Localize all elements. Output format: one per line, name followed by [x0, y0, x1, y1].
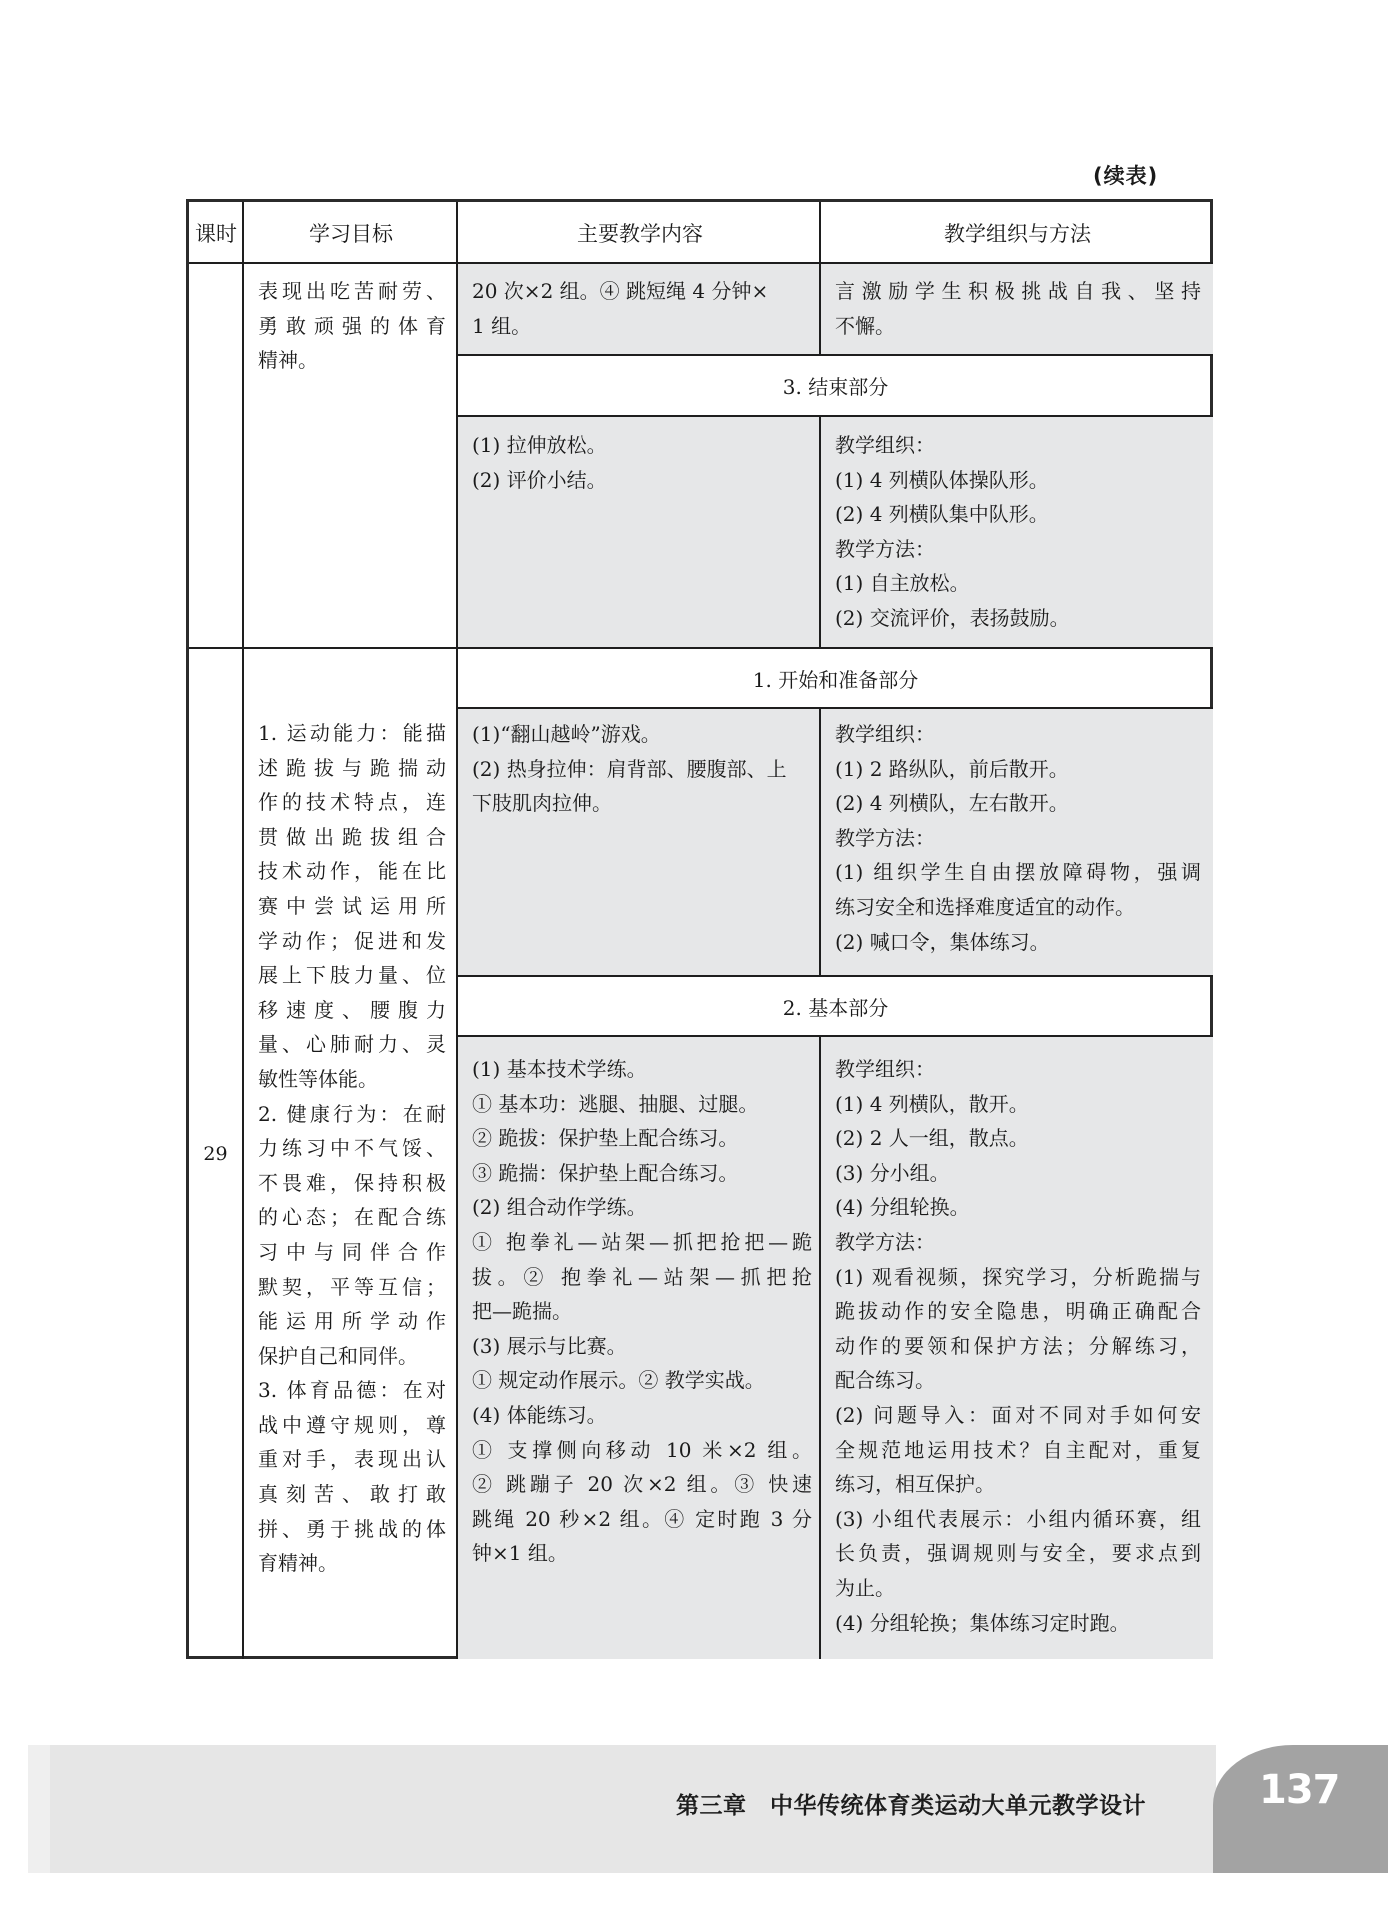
method-line: 动作的要领和保护方法；分解练习， [835, 1333, 1201, 1358]
header-content: 主要教学内容 [577, 221, 703, 246]
method-line: 教学方法： [835, 536, 935, 561]
content-line: 把—跪揣。 [472, 1299, 572, 1324]
column-divider [819, 263, 821, 355]
objective-line: 表现出吃苦耐劳、 [258, 279, 446, 303]
content-line: ① 基本功：逃腿、抽腿、过腿。 [472, 1091, 759, 1116]
method-line: (4) 分组轮换；集体练习定时跑。 [835, 1610, 1130, 1635]
objective-line: 真刻苦、敢打敢 [258, 1482, 446, 1507]
objective-line: 保护自己和同伴。 [258, 1343, 418, 1368]
basic-method [835, 1052, 1201, 1640]
method-line: 跪拔动作的安全隐患，明确正确配合 [835, 1299, 1201, 1324]
content-line: ① 规定动作展示。② 教学实战。 [472, 1368, 765, 1393]
objective-line: 力练习中不气馁、 [258, 1136, 446, 1161]
column-divider [819, 708, 821, 976]
column-divider [819, 1036, 821, 1659]
method-line: (1) 自主放松。 [835, 571, 970, 596]
objective-line: 展上下肢力量、位 [258, 963, 446, 988]
section-title-warmup: 1. 开始和准备部分 [752, 667, 919, 692]
basic-content [472, 1052, 812, 1571]
method-line: 教学方法： [835, 1229, 935, 1254]
objective-line: 作的技术特点，连 [258, 790, 446, 815]
objective-line: 默契，平等互信； [258, 1274, 446, 1299]
objective-line: 精神。 [258, 348, 318, 373]
method-line: 练习，相互保护。 [835, 1472, 995, 1497]
objective-line: 2. 健康行为：在耐 [258, 1101, 446, 1126]
method-line: (1) 观看视频，探究学习，分析跪揣与 [835, 1264, 1201, 1289]
warmup-method [835, 717, 1201, 959]
row-divider [456, 707, 1213, 709]
column-divider [819, 416, 821, 648]
method-line: 教学方法： [835, 825, 935, 850]
row-divider [456, 1035, 1213, 1037]
objective-line: 能运用所学动作 [258, 1309, 446, 1334]
objective-line: 战中遵守规则，尊 [258, 1412, 446, 1437]
row-divider [456, 415, 1213, 417]
row-divider [189, 262, 1213, 264]
method-line: 配合练习。 [835, 1368, 935, 1393]
column-divider [456, 202, 458, 1659]
content-line: (2) 组合动作学练。 [472, 1195, 647, 1220]
method-line: (2) 4 列横队集中队形。 [835, 502, 1049, 527]
objective-line: 贯做出跪拔组合 [258, 824, 446, 849]
content-line: (2) 热身拉伸：肩背部、腰腹部、上 [472, 756, 787, 781]
method-line: (1) 组织学生自由摆放障碍物，强调 [835, 860, 1201, 885]
objective-line: 学动作；促进和发 [258, 928, 446, 953]
section-title-closing: 3. 结束部分 [782, 375, 889, 399]
content-line: 跳绳 20 秒×2 组。④ 定时跑 3 分 [472, 1506, 812, 1531]
header-method: 教学组织与方法 [944, 221, 1091, 246]
method-line: (1) 2 路纵队，前后散开。 [835, 756, 1069, 781]
objective-line: 拼、勇于挑战的体 [258, 1516, 446, 1541]
method-line: (2) 2 人一组，散点。 [835, 1126, 1029, 1151]
content-line: (1) 拉伸放松。 [472, 433, 607, 457]
method-line: (1) 4 列横队，散开。 [835, 1091, 1029, 1116]
warmup-content [472, 717, 812, 821]
method-line: 练习安全和选择难度适宜的动作。 [835, 894, 1135, 919]
page-number-tab [1213, 1745, 1388, 1873]
objective-line: 勇敢顽强的体育 [258, 313, 446, 338]
method-line: 长负责，强调规则与安全，要求点到 [835, 1541, 1201, 1566]
page-number: 137 [1259, 1767, 1340, 1813]
content-line: ① 抱拳礼—站架—抓把抢把—跪 [472, 1229, 812, 1254]
content-line: 下肢肌肉拉伸。 [472, 791, 612, 816]
method-line: 言激励学生积极挑战自我、坚持 [835, 279, 1201, 303]
header-lesson: 课时 [195, 221, 237, 246]
objective-line: 赛中尝试运用所 [258, 893, 446, 918]
method-line: 不懈。 [835, 313, 895, 338]
method-line: (2) 交流评价，表扬鼓励。 [835, 605, 1070, 630]
header-objective: 学习目标 [309, 221, 393, 246]
lesson-plan-table [186, 199, 1213, 1659]
method-line: (1) 4 列横队体操队形。 [835, 467, 1049, 492]
objective-line: 1. 运动能力：能描 [258, 721, 446, 745]
objective-line: 3. 体育品德：在对 [258, 1378, 446, 1403]
objective-line: 的心态；在配合练 [258, 1205, 446, 1230]
objective-line: 育精神。 [258, 1551, 338, 1576]
objective-line: 述跪拔与跪揣动 [258, 755, 446, 780]
chapter-title: 第三章 中华传统体育类运动大单元教学设计 [676, 1793, 1146, 1819]
method-line: 教学组织： [835, 433, 935, 457]
content-line: ① 支撑侧向移动 10 米×2 组。 [472, 1437, 812, 1462]
content-line: 钟×1 组。 [472, 1541, 568, 1566]
method-line: 教学组织： [835, 722, 935, 746]
content-line: (3) 展示与比赛。 [472, 1333, 627, 1358]
page-footer [28, 1745, 1216, 1873]
column-divider [819, 202, 821, 263]
objective-line: 重对手，表现出认 [258, 1447, 446, 1472]
continued-table-label: (续表) [1093, 164, 1159, 188]
method-line: (3) 分小组。 [835, 1160, 950, 1185]
objective-line: 技术动作，能在比 [258, 859, 446, 884]
method-line: 全规范地运用技术？自主配对，重复 [835, 1437, 1201, 1462]
closing-content [472, 428, 812, 497]
lesson29-objectives [258, 716, 446, 1581]
column-divider [242, 202, 244, 1659]
lesson-number: 29 [203, 1143, 228, 1165]
objective-line: 量、心肺耐力、灵 [258, 1032, 446, 1057]
content-line: (1)“翻山越岭”游戏。 [472, 722, 661, 746]
content-line: 拔。② 抱拳礼—站架—抓把抢 [472, 1264, 812, 1289]
carry-content [472, 274, 812, 343]
carry-method [835, 274, 1201, 343]
method-line: (2) 4 列横队，左右散开。 [835, 791, 1069, 816]
objective-line: 移速度、腰腹力 [258, 997, 446, 1022]
closing-method [835, 428, 1201, 636]
content-line: (1) 基本技术学练。 [472, 1057, 647, 1081]
objective-line: 不畏难，保持积极 [258, 1170, 446, 1195]
content-line: ② 跪拔：保护垫上配合练习。 [472, 1126, 739, 1151]
content-line: 20 次×2 组。④ 跳短绳 4 分钟× [472, 279, 769, 303]
method-line: (4) 分组轮换。 [835, 1195, 970, 1220]
content-line: (2) 评价小结。 [472, 467, 607, 492]
method-line: (2) 喊口令，集体练习。 [835, 929, 1050, 954]
content-line: ③ 跪揣：保护垫上配合练习。 [472, 1160, 739, 1185]
method-line: (2) 问题导入：面对不同对手如何安 [835, 1402, 1201, 1427]
section-title-basic: 2. 基本部分 [782, 995, 889, 1020]
method-line: 为止。 [835, 1575, 895, 1600]
objective-line: 习中与同伴合作 [258, 1239, 446, 1264]
content-line: 1 组。 [472, 313, 532, 338]
content-line: ② 跳蹦子 20 次×2 组。③ 快速 [472, 1472, 812, 1497]
content-line: (4) 体能练习。 [472, 1402, 607, 1427]
prev-objective [258, 274, 446, 378]
objective-line: 敏性等体能。 [258, 1066, 378, 1091]
method-line: 教学组织： [835, 1057, 935, 1081]
method-line: (3) 小组代表展示：小组内循环赛，组 [835, 1506, 1201, 1531]
